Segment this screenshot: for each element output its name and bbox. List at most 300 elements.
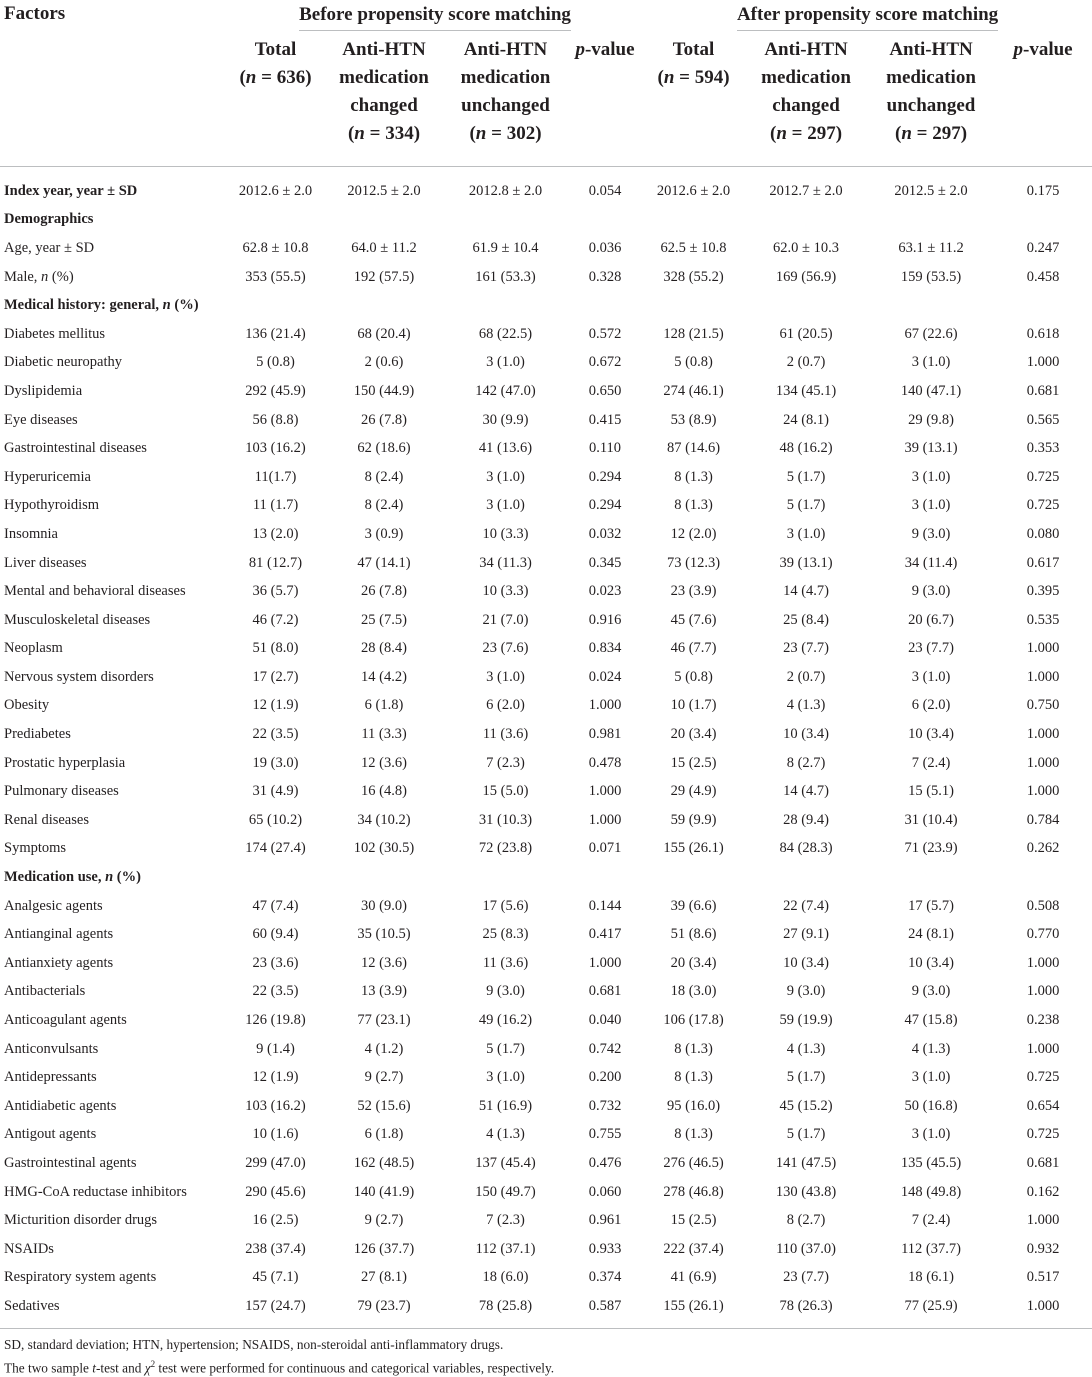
cell-value: 11 (3.6) — [444, 949, 567, 978]
cell-value: 34 (10.2) — [324, 806, 444, 835]
cell-value — [324, 291, 444, 320]
cell-value: 72 (23.8) — [444, 835, 567, 864]
cell-value: 0.458 — [994, 263, 1092, 292]
cell-value: 150 (44.9) — [324, 377, 444, 406]
cell-value: 63.1 ± 11.2 — [868, 234, 994, 263]
cell-value: 9 (3.0) — [744, 978, 868, 1007]
cell-value: 8 (2.7) — [744, 1206, 868, 1235]
row-label: Hypothyroidism — [0, 492, 227, 521]
cell-value: 23 (7.6) — [444, 635, 567, 664]
table-row — [0, 320, 1092, 349]
cell-value: 24 (8.1) — [868, 920, 994, 949]
cell-value: 5 (0.8) — [643, 349, 744, 378]
cell-value: 1.000 — [994, 749, 1092, 778]
cell-value: 0.681 — [567, 978, 643, 1007]
row-label: Dyslipidemia — [0, 377, 227, 406]
cell-value: 11 (1.7) — [227, 492, 324, 521]
cell-value: 21 (7.0) — [444, 606, 567, 635]
row-label: Prostatic hyperplasia — [0, 749, 227, 778]
cell-value: 22 (3.5) — [227, 720, 324, 749]
cell-value — [444, 206, 567, 235]
cell-value: 328 (55.2) — [643, 263, 744, 292]
cell-value: 0.784 — [994, 806, 1092, 835]
section-row — [0, 167, 1092, 206]
cell-value: 0.654 — [994, 1092, 1092, 1121]
cell-value: 11(1.7) — [227, 463, 324, 492]
cell-value: 10 (3.4) — [744, 949, 868, 978]
cell-value: 61.9 ± 10.4 — [444, 234, 567, 263]
table-row — [0, 835, 1092, 864]
cell-value: 0.071 — [567, 835, 643, 864]
cell-value — [994, 206, 1092, 235]
cell-value — [567, 863, 643, 892]
group-header-after — [643, 0, 1092, 31]
cell-value: 29 (9.8) — [868, 406, 994, 435]
cell-value: 23 (3.9) — [643, 577, 744, 606]
cell-value: 13 (2.0) — [227, 520, 324, 549]
cell-value: 150 (49.7) — [444, 1178, 567, 1207]
cell-value: 276 (46.5) — [643, 1149, 744, 1178]
row-label: Antibacterials — [0, 978, 227, 1007]
group-title-after: After propensity score matching — [737, 1, 998, 31]
cell-value — [567, 291, 643, 320]
cell-value: 39 (13.1) — [744, 549, 868, 578]
cell-value: 8 (1.3) — [643, 1121, 744, 1150]
subheader-line: medication — [324, 64, 444, 92]
cell-value: 0.032 — [567, 520, 643, 549]
cell-value: 0.023 — [567, 577, 643, 606]
row-label: HMG-CoA reductase inhibitors — [0, 1178, 227, 1207]
cell-value: 0.535 — [994, 606, 1092, 635]
table-row — [0, 1178, 1092, 1207]
subheader-line: Anti-HTN — [444, 36, 567, 64]
cell-value: 0.618 — [994, 320, 1092, 349]
cell-value: 23 (7.7) — [868, 635, 994, 664]
cell-value: 1.000 — [567, 949, 643, 978]
cell-value: 0.395 — [994, 577, 1092, 606]
cell-value: 13 (3.9) — [324, 978, 444, 1007]
cell-value: 1.000 — [567, 806, 643, 835]
cell-value: 10 (3.4) — [744, 720, 868, 749]
row-label: Gastrointestinal agents — [0, 1149, 227, 1178]
cell-value — [643, 291, 744, 320]
cell-value: 28 (9.4) — [744, 806, 868, 835]
cell-value: 3 (0.9) — [324, 520, 444, 549]
cell-value: 12 (2.0) — [643, 520, 744, 549]
cell-value: 110 (37.0) — [744, 1235, 868, 1264]
cell-value: 41 (13.6) — [444, 434, 567, 463]
cell-value — [994, 291, 1092, 320]
cell-value: 161 (53.3) — [444, 263, 567, 292]
cell-value: 136 (21.4) — [227, 320, 324, 349]
table-row — [0, 777, 1092, 806]
row-label: Medication use, n (%) — [0, 863, 227, 892]
cell-value: 0.981 — [567, 720, 643, 749]
cell-value: 77 (23.1) — [324, 1006, 444, 1035]
cell-value: 3 (1.0) — [868, 663, 994, 692]
cell-value: 8 (1.3) — [643, 1063, 744, 1092]
cell-value: 47 (7.4) — [227, 892, 324, 921]
table-row — [0, 1206, 1092, 1235]
row-label: Index year, year ± SD — [0, 167, 227, 206]
cell-value: 112 (37.1) — [444, 1235, 567, 1264]
table-header — [0, 0, 1092, 167]
cell-value: 4 (1.2) — [324, 1035, 444, 1064]
cell-value: 23 (3.6) — [227, 949, 324, 978]
cell-value: 2012.5 ± 2.0 — [324, 167, 444, 206]
cell-value: 0.415 — [567, 406, 643, 435]
cell-value: 134 (45.1) — [744, 377, 868, 406]
cell-value: 73 (12.3) — [643, 549, 744, 578]
cell-value: 3 (1.0) — [868, 463, 994, 492]
cell-value: 30 (9.9) — [444, 406, 567, 435]
section-row — [0, 863, 1092, 892]
cell-value: 142 (47.0) — [444, 377, 567, 406]
table-row — [0, 663, 1092, 692]
cell-value: 0.725 — [994, 492, 1092, 521]
subheader-empty — [0, 31, 227, 167]
row-label: Gastrointestinal diseases — [0, 434, 227, 463]
cell-value: 16 (2.5) — [227, 1206, 324, 1235]
row-label: Hyperuricemia — [0, 463, 227, 492]
cell-value: 46 (7.2) — [227, 606, 324, 635]
cell-value: 299 (47.0) — [227, 1149, 324, 1178]
row-label: Demographics — [0, 206, 227, 235]
cell-value: 26 (7.8) — [324, 406, 444, 435]
subheader-line: Anti-HTN — [744, 36, 868, 64]
row-label: Obesity — [0, 692, 227, 721]
cell-value — [567, 206, 643, 235]
cell-value: 0.238 — [994, 1006, 1092, 1035]
cell-value: 95 (16.0) — [643, 1092, 744, 1121]
cell-value: 174 (27.4) — [227, 835, 324, 864]
cell-value: 0.725 — [994, 463, 1092, 492]
cell-value: 2012.6 ± 2.0 — [227, 167, 324, 206]
cell-value: 3 (1.0) — [744, 520, 868, 549]
cell-value: 8 (1.3) — [643, 463, 744, 492]
cell-value: 14 (4.2) — [324, 663, 444, 692]
subheader-line: (n = 297) — [868, 120, 994, 148]
cell-value: 2012.7 ± 2.0 — [744, 167, 868, 206]
cell-value: 45 (7.1) — [227, 1264, 324, 1293]
subheader-line: p-value — [567, 36, 643, 64]
table-row — [0, 692, 1092, 721]
row-label: Symptoms — [0, 835, 227, 864]
cell-value: 52 (15.6) — [324, 1092, 444, 1121]
cell-value: 51 (8.6) — [643, 920, 744, 949]
cell-value — [324, 206, 444, 235]
cell-value: 5 (1.7) — [744, 1063, 868, 1092]
row-label: Nervous system disorders — [0, 663, 227, 692]
cell-value: 68 (20.4) — [324, 320, 444, 349]
cell-value: 17 (5.7) — [868, 892, 994, 921]
cell-value: 7 (2.4) — [868, 1206, 994, 1235]
cell-value: 0.750 — [994, 692, 1092, 721]
cell-value: 2 (0.7) — [744, 349, 868, 378]
cell-value: 7 (2.3) — [444, 749, 567, 778]
cell-value: 353 (55.5) — [227, 263, 324, 292]
cell-value: 46 (7.7) — [643, 635, 744, 664]
cell-value: 1.000 — [994, 1035, 1092, 1064]
table-row — [0, 349, 1092, 378]
subheader-line: (n = 594) — [643, 64, 744, 92]
cell-value: 3 (1.0) — [868, 349, 994, 378]
cell-value: 15 (2.5) — [643, 1206, 744, 1235]
cell-value: 0.572 — [567, 320, 643, 349]
cell-value: 29 (4.9) — [643, 777, 744, 806]
cell-value: 7 (2.4) — [868, 749, 994, 778]
cell-value: 51 (8.0) — [227, 635, 324, 664]
cell-value: 27 (9.1) — [744, 920, 868, 949]
cell-value: 292 (45.9) — [227, 377, 324, 406]
cell-value: 36 (5.7) — [227, 577, 324, 606]
cell-value: 11 (3.6) — [444, 720, 567, 749]
table-row — [0, 234, 1092, 263]
cell-value: 20 (3.4) — [643, 949, 744, 978]
cell-value: 148 (49.8) — [868, 1178, 994, 1207]
cell-value: 0.681 — [994, 1149, 1092, 1178]
cell-value: 5 (1.7) — [744, 492, 868, 521]
cell-value: 10 (1.7) — [643, 692, 744, 721]
cell-value: 22 (7.4) — [744, 892, 868, 921]
cell-value: 3 (1.0) — [868, 492, 994, 521]
cell-value: 53 (8.9) — [643, 406, 744, 435]
row-label: Age, year ± SD — [0, 234, 227, 263]
cell-value: 10 (3.4) — [868, 720, 994, 749]
row-label: Male, n (%) — [0, 263, 227, 292]
cell-value: 9 (3.0) — [868, 577, 994, 606]
cell-value: 3 (1.0) — [444, 1063, 567, 1092]
cell-value: 0.672 — [567, 349, 643, 378]
cell-value: 278 (46.8) — [643, 1178, 744, 1207]
cell-value: 17 (2.7) — [227, 663, 324, 692]
table-row — [0, 720, 1092, 749]
cell-value: 102 (30.5) — [324, 835, 444, 864]
subheader-before-3 — [567, 31, 643, 167]
row-label: Antianxiety agents — [0, 949, 227, 978]
cell-value: 18 (6.1) — [868, 1264, 994, 1293]
section-row — [0, 206, 1092, 235]
cell-value: 4 (1.3) — [868, 1035, 994, 1064]
cell-value: 0.162 — [994, 1178, 1092, 1207]
cell-value — [643, 863, 744, 892]
cell-value: 20 (3.4) — [643, 720, 744, 749]
table-row — [0, 1063, 1092, 1092]
cell-value: 2012.8 ± 2.0 — [444, 167, 567, 206]
cell-value: 49 (16.2) — [444, 1006, 567, 1035]
cell-value: 31 (4.9) — [227, 777, 324, 806]
cell-value: 8 (2.7) — [744, 749, 868, 778]
cell-value — [994, 863, 1092, 892]
cell-value: 15 (5.1) — [868, 777, 994, 806]
cell-value: 62.0 ± 10.3 — [744, 234, 868, 263]
cell-value: 9 (3.0) — [444, 978, 567, 1007]
cell-value: 0.024 — [567, 663, 643, 692]
cell-value: 15 (2.5) — [643, 749, 744, 778]
table-row — [0, 1121, 1092, 1150]
row-label: Diabetes mellitus — [0, 320, 227, 349]
cell-value: 79 (23.7) — [324, 1292, 444, 1328]
cell-value: 51 (16.9) — [444, 1092, 567, 1121]
cell-value: 18 (6.0) — [444, 1264, 567, 1293]
cell-value: 25 (8.3) — [444, 920, 567, 949]
table-row — [0, 377, 1092, 406]
subheader-line: Total — [227, 36, 324, 64]
cell-value: 0.040 — [567, 1006, 643, 1035]
cell-value: 71 (23.9) — [868, 835, 994, 864]
cell-value: 78 (25.8) — [444, 1292, 567, 1328]
cell-value: 0.517 — [994, 1264, 1092, 1293]
cell-value: 1.000 — [994, 635, 1092, 664]
cell-value: 5 (0.8) — [227, 349, 324, 378]
cell-value: 0.565 — [994, 406, 1092, 435]
subheader-line: (n = 297) — [744, 120, 868, 148]
cell-value: 9 (1.4) — [227, 1035, 324, 1064]
cell-value — [744, 863, 868, 892]
cell-value: 128 (21.5) — [643, 320, 744, 349]
cell-value: 0.036 — [567, 234, 643, 263]
row-label: Antianginal agents — [0, 920, 227, 949]
row-label: Antidiabetic agents — [0, 1092, 227, 1121]
cell-value: 9 (2.7) — [324, 1206, 444, 1235]
table-row — [0, 1149, 1092, 1178]
cell-value: 5 (1.7) — [744, 463, 868, 492]
subheader-after-1 — [744, 31, 868, 167]
subheader-line: unchanged — [868, 92, 994, 120]
cell-value: 6 (2.0) — [868, 692, 994, 721]
cell-value — [444, 863, 567, 892]
cell-value: 141 (47.5) — [744, 1149, 868, 1178]
cell-value — [227, 206, 324, 235]
cell-value: 135 (45.5) — [868, 1149, 994, 1178]
cell-value: 0.417 — [567, 920, 643, 949]
row-label: Eye diseases — [0, 406, 227, 435]
cell-value: 155 (26.1) — [643, 1292, 744, 1328]
cell-value: 7 (2.3) — [444, 1206, 567, 1235]
cell-value: 140 (47.1) — [868, 377, 994, 406]
cell-value: 0.144 — [567, 892, 643, 921]
cell-value: 62.8 ± 10.8 — [227, 234, 324, 263]
subheader-line: (n = 302) — [444, 120, 567, 148]
cell-value: 26 (7.8) — [324, 577, 444, 606]
row-label: Musculoskeletal diseases — [0, 606, 227, 635]
cell-value: 169 (56.9) — [744, 263, 868, 292]
cell-value: 0.328 — [567, 263, 643, 292]
group-title-before: Before propensity score matching — [299, 1, 571, 31]
cell-value: 162 (48.5) — [324, 1149, 444, 1178]
cell-value: 1.000 — [994, 720, 1092, 749]
table-row — [0, 263, 1092, 292]
cell-value: 157 (24.7) — [227, 1292, 324, 1328]
cell-value: 1.000 — [994, 1206, 1092, 1235]
cell-value: 64.0 ± 11.2 — [324, 234, 444, 263]
cell-value — [324, 863, 444, 892]
cell-value: 62 (18.6) — [324, 434, 444, 463]
cell-value: 0.345 — [567, 549, 643, 578]
footnote-statistics: The two sample t-test and $\chi^2$ test were performed for continuous and categorical variables, respectively. — [4, 1355, 554, 1377]
cell-value: 45 (7.6) — [643, 606, 744, 635]
cell-value: 126 (37.7) — [324, 1235, 444, 1264]
row-label: Prediabetes — [0, 720, 227, 749]
cell-value: 0.681 — [994, 377, 1092, 406]
cell-value: 18 (3.0) — [643, 978, 744, 1007]
cell-value: 59 (19.9) — [744, 1006, 868, 1035]
cell-value: 3 (1.0) — [444, 492, 567, 521]
cell-value: 222 (37.4) — [643, 1235, 744, 1264]
cell-value: 14 (4.7) — [744, 777, 868, 806]
cell-value: 0.478 — [567, 749, 643, 778]
cell-value: 0.508 — [994, 892, 1092, 921]
cell-value: 1.000 — [994, 1292, 1092, 1328]
cell-value: 0.054 — [567, 167, 643, 206]
cell-value: 10 (3.4) — [868, 949, 994, 978]
subheader-before-1 — [324, 31, 444, 167]
row-label: Antidepressants — [0, 1063, 227, 1092]
cell-value: 12 (3.6) — [324, 949, 444, 978]
row-label: Liver diseases — [0, 549, 227, 578]
cell-value — [744, 206, 868, 235]
table-row — [0, 463, 1092, 492]
subheader-line: (n = 334) — [324, 120, 444, 148]
cell-value: 23 (7.7) — [744, 1264, 868, 1293]
cell-value: 14 (4.7) — [744, 577, 868, 606]
cell-value: 9 (3.0) — [868, 520, 994, 549]
cell-value: 2 (0.6) — [324, 349, 444, 378]
row-label: Mental and behavioral diseases — [0, 577, 227, 606]
cell-value: 0.110 — [567, 434, 643, 463]
cell-value: 0.247 — [994, 234, 1092, 263]
cell-value: 11 (3.3) — [324, 720, 444, 749]
cell-value — [868, 863, 994, 892]
cell-value: 137 (45.4) — [444, 1149, 567, 1178]
cell-value: 0.060 — [567, 1178, 643, 1207]
cell-value: 30 (9.0) — [324, 892, 444, 921]
cell-value: 34 (11.3) — [444, 549, 567, 578]
cell-value: 0.725 — [994, 1121, 1092, 1150]
table-row — [0, 406, 1092, 435]
cell-value: 27 (8.1) — [324, 1264, 444, 1293]
cell-value: 50 (16.8) — [868, 1092, 994, 1121]
cell-value: 0.294 — [567, 492, 643, 521]
row-label: Pulmonary diseases — [0, 777, 227, 806]
cell-value: 0.770 — [994, 920, 1092, 949]
cell-value: 8 (1.3) — [643, 1035, 744, 1064]
cell-value: 20 (6.7) — [868, 606, 994, 635]
cell-value: 3 (1.0) — [444, 663, 567, 692]
table-row — [0, 892, 1092, 921]
cell-value: 39 (13.1) — [868, 434, 994, 463]
table-row — [0, 1092, 1092, 1121]
cell-value: 65 (10.2) — [227, 806, 324, 835]
cell-value: 61 (20.5) — [744, 320, 868, 349]
subheader-line: unchanged — [444, 92, 567, 120]
table-row — [0, 635, 1092, 664]
cell-value — [868, 291, 994, 320]
cell-value: 39 (6.6) — [643, 892, 744, 921]
cell-value: 12 (1.9) — [227, 692, 324, 721]
cell-value: 34 (11.4) — [868, 549, 994, 578]
subheader-line: (n = 636) — [227, 64, 324, 92]
subheader-after-3 — [994, 31, 1092, 167]
cell-value: 47 (15.8) — [868, 1006, 994, 1035]
cell-value: 4 (1.3) — [444, 1121, 567, 1150]
cell-value: 290 (45.6) — [227, 1178, 324, 1207]
cell-value — [227, 863, 324, 892]
table-row — [0, 1235, 1092, 1264]
cell-value: 155 (26.1) — [643, 835, 744, 864]
cell-value: 0.587 — [567, 1292, 643, 1328]
table-row — [0, 549, 1092, 578]
